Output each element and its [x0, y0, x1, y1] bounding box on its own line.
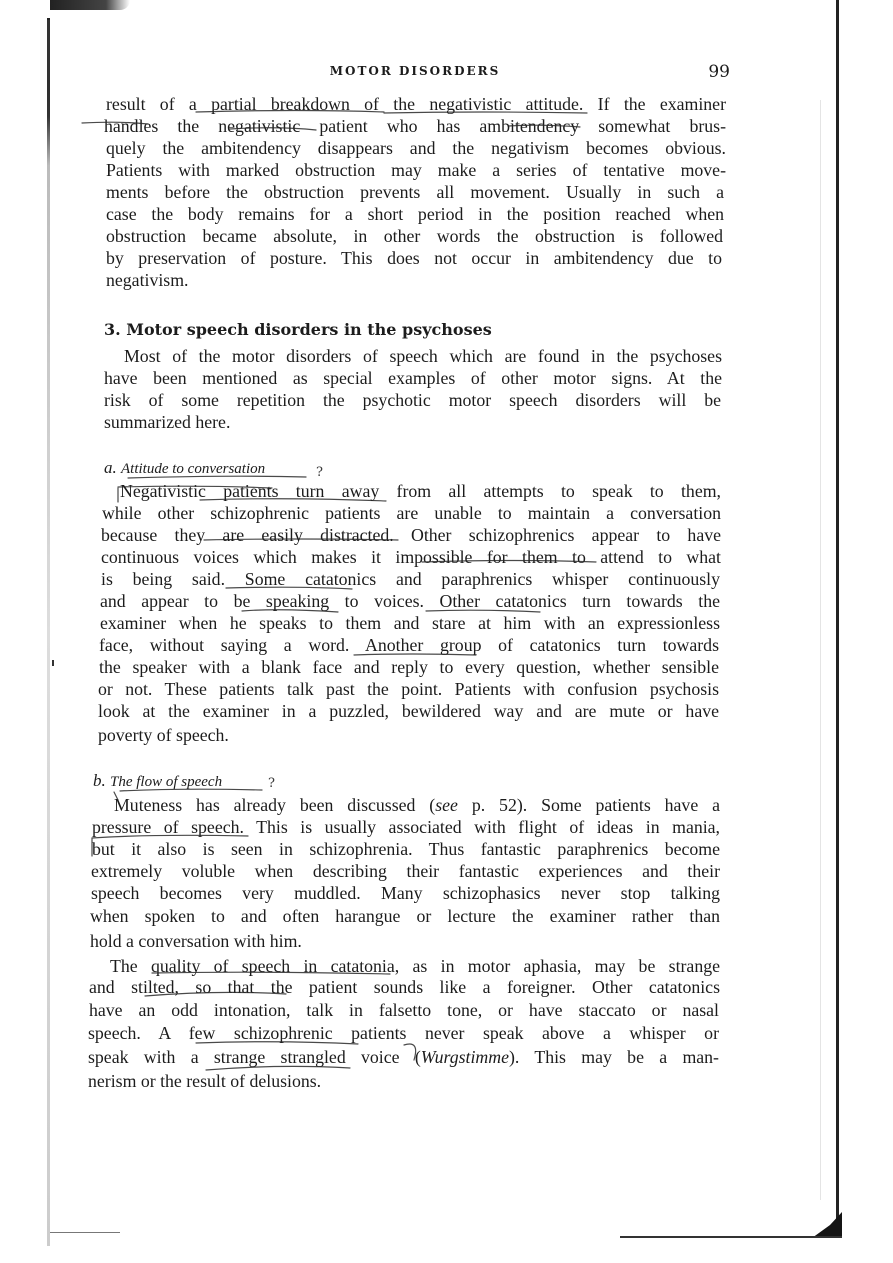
scan-mark	[820, 100, 821, 1200]
page-number: 99	[708, 62, 730, 82]
text-line: have been mentioned as special examples of other motor signs. At the	[104, 368, 722, 388]
pencil-query-mark: ?	[316, 465, 323, 480]
scan-edge-left-dark	[47, 20, 50, 80]
text-line: or not. These patients talk past the point. Patients with confusion psychosis	[98, 679, 719, 699]
scan-edge-right	[836, 0, 839, 1238]
text-line: The quality of speech in catatonia, as in motor aphasia, may be strange	[110, 956, 720, 976]
text-line: speech. A few schizophrenic patients never speak above a whisper or	[88, 1023, 719, 1043]
text-line: by preservation of posture. This does not occur in ambitendency due to	[106, 248, 722, 268]
text-line: Patients with marked obstruction may make a series of tentative move-	[106, 160, 726, 180]
section-heading: 3. Motor speech disorders in the psychoses	[104, 320, 492, 339]
running-head	[100, 62, 730, 84]
text-line: examiner when he speaks to them and stare at him with an expressionless	[100, 613, 720, 633]
text-line: case the body remains for a short period in the position reached when	[106, 204, 724, 224]
text-line: hold a conversation with him.	[90, 931, 302, 951]
scan-mark	[52, 660, 54, 666]
text-line: the speaker with a blank face and reply to every question, whether sensible	[99, 657, 719, 677]
running-title: MOTOR DISORDERS	[329, 64, 501, 78]
text-line: is being said. Some catatonics and paraphrenics whisper continuously	[101, 569, 720, 589]
text-line: but it also is seen in schizophrenia. Thus fantastic paraphrenics become	[92, 839, 720, 859]
text-line: handles the negativistic patient who has ambitendency somewhat brus-	[104, 116, 726, 136]
text-line: pressure of speech. This is usually associated with flight of ideas in mania,	[92, 817, 720, 837]
text-line: continuous voices which makes it impossible for them to attend to what	[101, 547, 721, 567]
text-line: quely the ambitendency disappears and the negativism becomes obvious.	[106, 138, 726, 158]
pencil-query-mark: ?	[268, 776, 275, 791]
text-line: while other schizophrenic patients are unable to maintain a conversation	[102, 503, 721, 523]
text-line: summarized here.	[104, 412, 231, 432]
text-line: negativism.	[106, 270, 189, 290]
text-line: extremely voluble when describing their fantastic experiences and their	[91, 861, 720, 881]
text-line: face, without saying a word. Another group of catatonics turn towards	[99, 635, 719, 655]
scan-edge-top	[50, 0, 130, 10]
scan-edge-bottom-left	[50, 1232, 120, 1233]
text-line: because they are easily distracted. Other schizophrenics appear to have	[101, 525, 721, 545]
text-line: have an odd intonation, talk in falsetto tone, or have staccato or nasal	[89, 1000, 719, 1020]
subsection-title: The flow of speech	[110, 774, 223, 790]
text-line: Negativistic patients turn away from all attempts to speak to them,	[120, 481, 721, 501]
text-line: and stilted, so that the patient sounds like a foreigner. Other catatonics	[89, 977, 720, 997]
text-line: result of a partial breakdown of the negativistic attitude. If the examiner	[106, 94, 726, 114]
text-line: and appear to be speaking to voices. Other catatonics turn towards the	[100, 591, 720, 611]
text-line: nerism or the result of delusions.	[88, 1071, 322, 1091]
subsection-heading-b	[93, 771, 222, 791]
scan-edge-bottom	[620, 1236, 842, 1238]
subsection-title: Attitude to conversation	[121, 461, 266, 477]
scan-edge-left	[47, 18, 50, 1246]
text-line: ments before the obstruction prevents all movement. Usually in such a	[106, 182, 724, 202]
text-line: Muteness has already been discussed (see p. 52). Some patients have a	[114, 795, 720, 815]
subsection-label: b.	[93, 771, 106, 790]
text-line: look at the examiner in a puzzled, bewildered way and are mute or have	[98, 701, 719, 721]
subsection-label: a.	[104, 458, 117, 477]
text-line: when spoken to and often harangue or lecture the examiner rather than	[90, 906, 720, 926]
text-line: speak with a strange strangled voice (Wurgstimme). This may be a man-	[88, 1047, 719, 1067]
text-line: Most of the motor disorders of speech which are found in the psychoses	[124, 346, 722, 366]
text-line: speech becomes very muddled. Many schizophasics never stop talking	[91, 883, 720, 903]
text-line: poverty of speech.	[98, 725, 229, 745]
text-line: risk of some repetition the psychotic motor speech disorders will be	[104, 390, 721, 410]
subsection-heading-a	[104, 458, 265, 478]
text-line: obstruction became absolute, in other words the obstruction is followed	[106, 226, 723, 246]
